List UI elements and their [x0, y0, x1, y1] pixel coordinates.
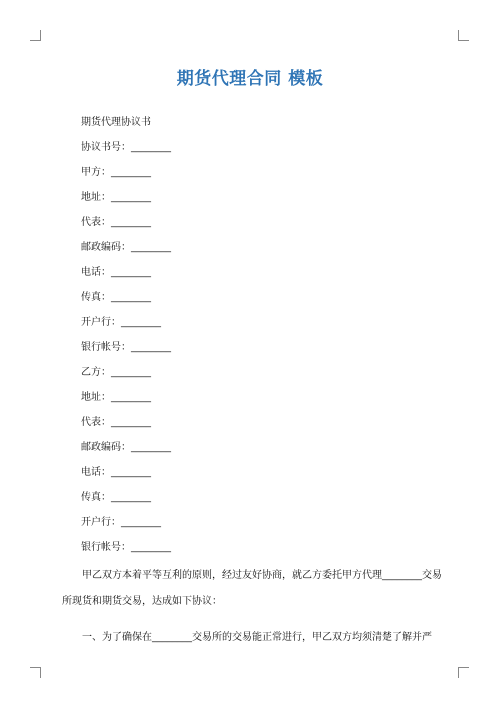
paragraph-clause-1: 一、为了确保在________交易所的交易能正常进行，甲乙双方均须清楚了解并严 — [82, 632, 432, 643]
field-agreement-no: 协议书号：________ — [81, 142, 171, 153]
field-party-a-bank: 开户行：________ — [81, 317, 161, 328]
field-party-b: 乙方：________ — [81, 367, 151, 378]
field-party-b-bank: 开户行：________ — [81, 517, 161, 528]
field-party-a-fax: 传真：________ — [81, 292, 151, 303]
field-party-a: 甲方：________ — [81, 167, 151, 178]
field-party-b-postcode: 邮政编码：________ — [81, 442, 171, 453]
field-party-b-phone: 电话：________ — [81, 467, 151, 478]
doc-subtitle: 期货代理协议书 — [81, 117, 151, 128]
paragraph-preamble: 甲乙双方本着平等互利的原则，经过友好协商，就乙方委托甲方代理________交易所现货和期货交易，达成如下协议： — [62, 570, 442, 607]
field-party-b-account: 银行帐号：________ — [81, 542, 171, 553]
document-title: 期货代理合同 模板 — [176, 69, 324, 89]
crop-mark-bottom-right — [458, 667, 469, 678]
field-party-b-fax: 传真：________ — [81, 492, 151, 503]
crop-mark-top-left — [30, 30, 41, 41]
field-party-a-address: 地址：________ — [81, 192, 151, 203]
field-party-a-representative: 代表：________ — [81, 217, 151, 228]
crop-mark-top-right — [458, 30, 469, 41]
field-party-b-representative: 代表：________ — [81, 417, 151, 428]
field-party-b-address: 地址：________ — [81, 392, 151, 403]
field-party-a-phone: 电话：________ — [81, 267, 151, 278]
crop-mark-bottom-left — [30, 667, 41, 678]
field-party-a-account: 银行帐号：________ — [81, 342, 171, 353]
field-party-a-postcode: 邮政编码：________ — [81, 242, 171, 253]
